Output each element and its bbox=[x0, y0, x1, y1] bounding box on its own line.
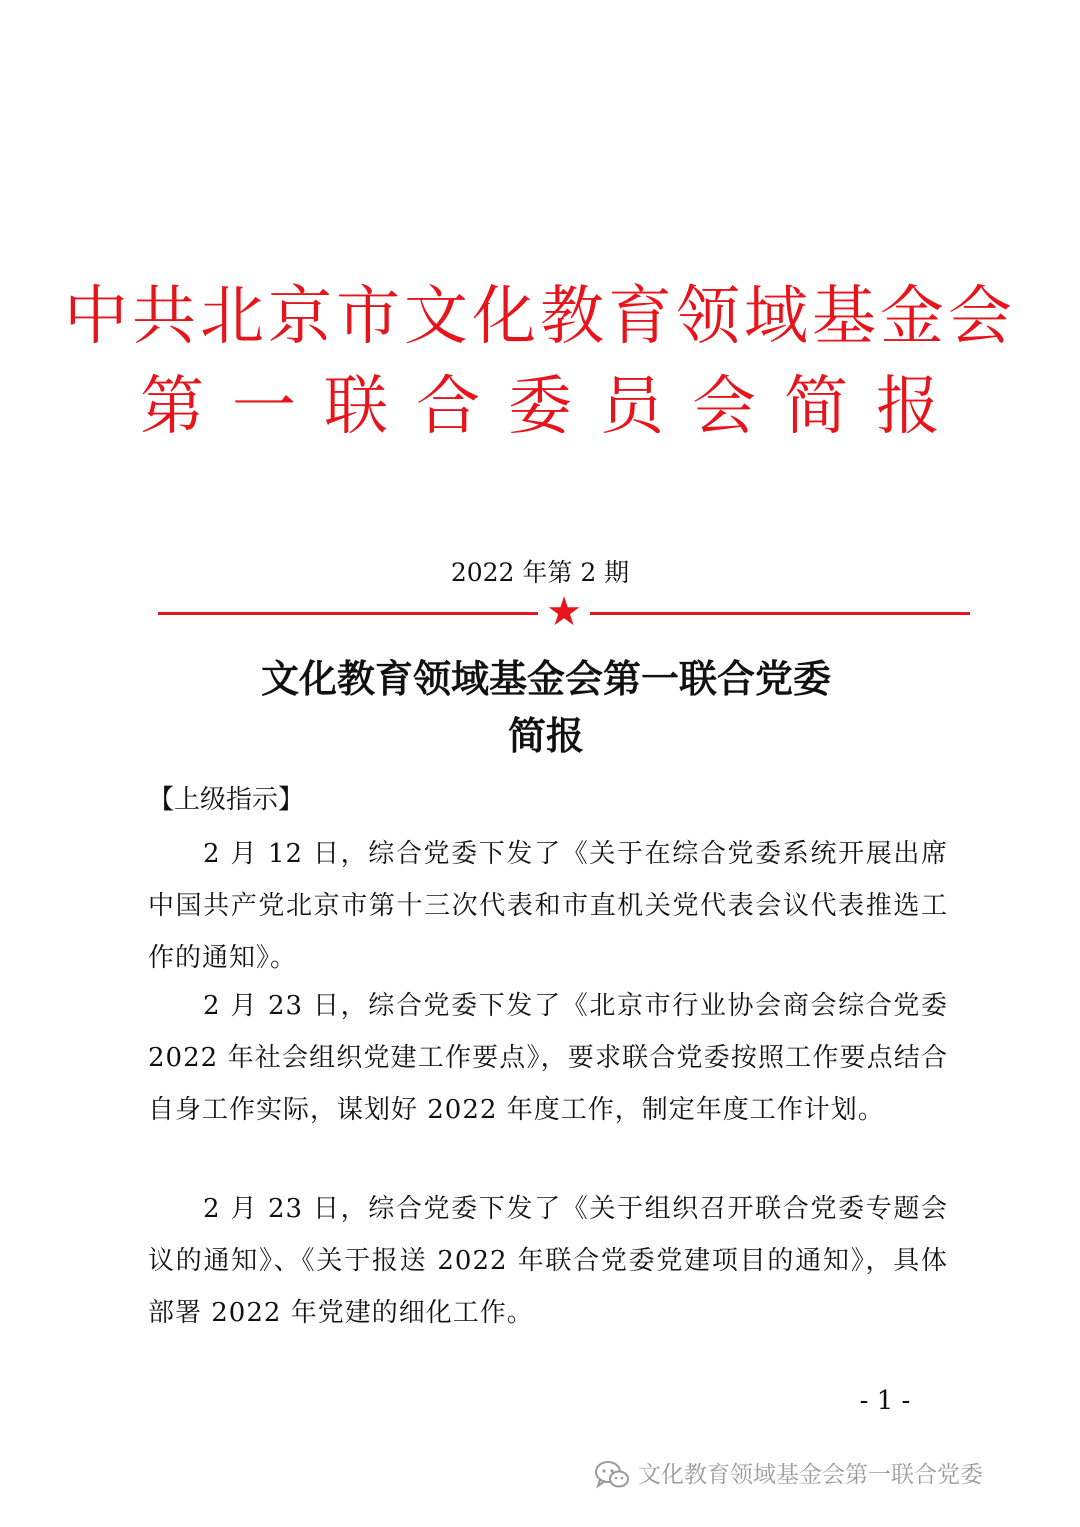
page-number: - 1 - bbox=[859, 1386, 911, 1416]
document-title-line-2: 简报 bbox=[507, 714, 584, 758]
document-title-line-1: 文化教育领域基金会第一联合党委 bbox=[260, 657, 831, 701]
red-divider-left bbox=[158, 612, 538, 615]
section-label: 【上级指示】 bbox=[148, 785, 305, 815]
wechat-icon bbox=[594, 1460, 630, 1490]
paragraph-1: 2 月 12 日，综合党委下发了《关于在综合党委系统开展出席中国共产党北京市第十三次代表和市直机关党代表会议代表推选工作的通知》。 bbox=[148, 839, 948, 973]
issue-number: 2022 年第 2 期 bbox=[450, 558, 630, 587]
masthead-line-1: 中共北京市文化教育领域基金会 bbox=[64, 280, 1016, 354]
wechat-watermark bbox=[594, 1460, 983, 1490]
paragraph-2: 2 月 23 日，综合党委下发了《北京市行业协会商会综合党委 2022 年社会组织党建工作要点》，要求联合党委按照工作要点结合自身工作实际，谋划好 2022 年度工作，制定年度工作计划。 bbox=[148, 991, 948, 1125]
masthead-line-2: 第一联合委员会简报 bbox=[140, 370, 968, 444]
red-star-icon: ★ bbox=[546, 589, 582, 635]
red-divider-right bbox=[590, 612, 970, 615]
watermark-text: 文化教育领域基金会第一联合党委 bbox=[638, 1461, 983, 1488]
paragraph-3: 2 月 23 日，综合党委下发了《关于组织召开联合党委专题会议的通知》、《关于报送 2022 年联合党委党建项目的通知》，具体部署 2022 年党建的细化工作。 bbox=[148, 1194, 948, 1328]
